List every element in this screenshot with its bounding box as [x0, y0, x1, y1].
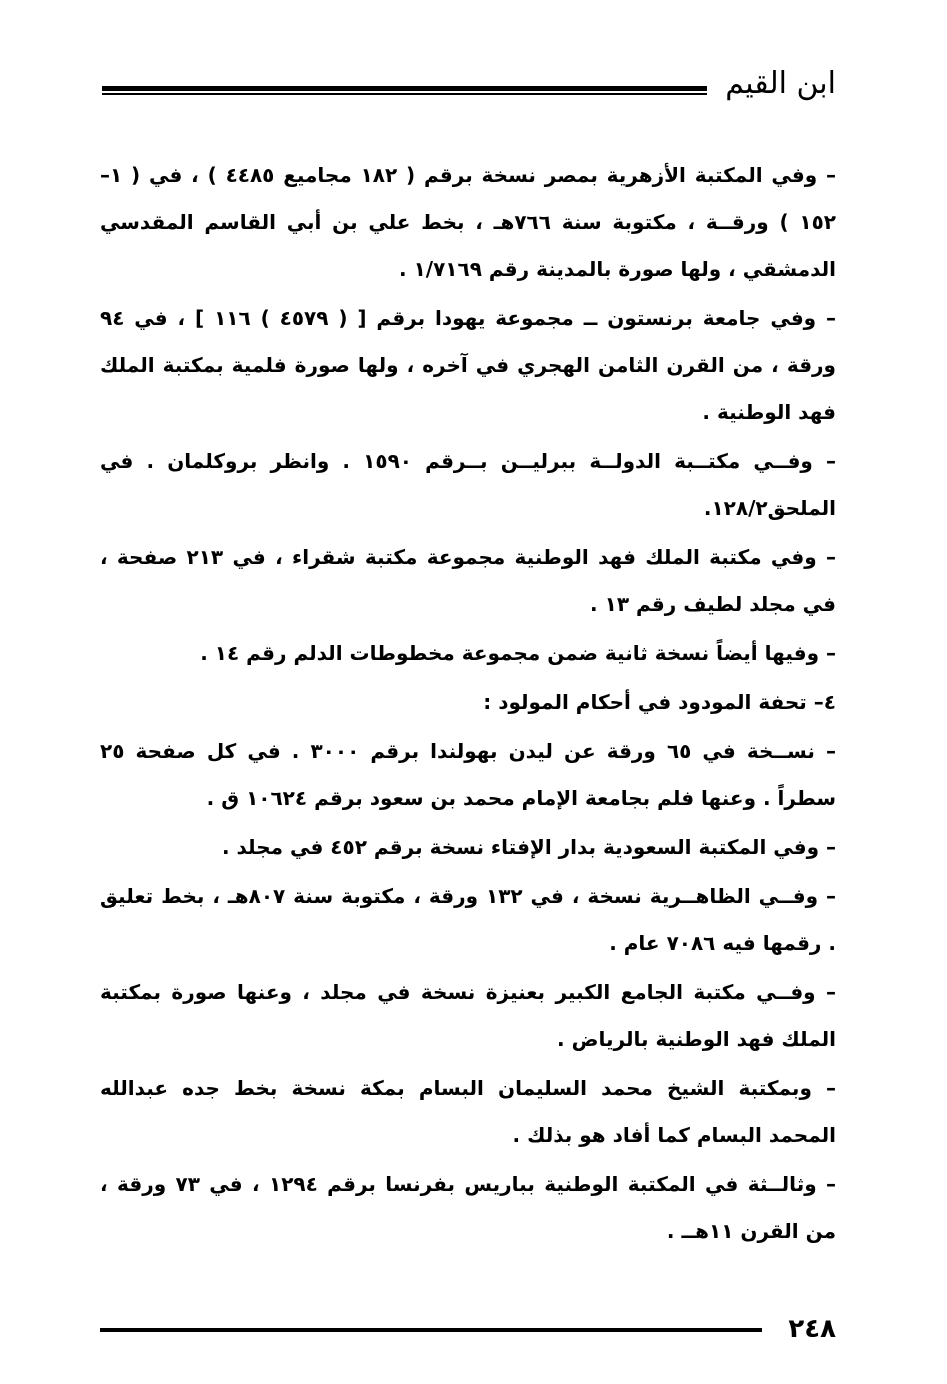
paragraph-king-fahd-shaqra: – وفي مكتبة الملك فهد الوطنية مجموعة مكتبة شقراء ، في ٢١٣ صفحة ، في مجلد لطيف رقم ١٣ .	[100, 545, 836, 616]
paragraph-dar-al-ifta: – وفي المكتبة السعودية بدار الإفتاء نسخة برقم ٤٥٢ في مجلد .	[221, 835, 836, 859]
page-number: ٢٤٨	[788, 1314, 836, 1344]
paragraph-bassam: – وبمكتبة الشيخ محمد السليمان البسام بمكة نسخة بخط جده عبدالله المحمد البسام كما أفاد هو بذلك .	[100, 1076, 836, 1147]
paragraph-leiden: – نســخة في ٦٥ ورقة عن ليدن بهولندا برقم ٣٠٠٠ . في كل صفحة ٢٥ سطراً . وعنها فلم بجامعة الإمام محمد بن سعود برقم ١٠٦٢٤ ق .	[100, 739, 836, 810]
page-body	[100, 152, 836, 1257]
paragraph-zahiriyya: – وفــي الظاهــرية نسخة ، في ١٣٢ ورقة ، مكتوبة سنة ٨٠٧هـ ، بخط تعليق . رقمها فيه ٧٠٨٦ عام .	[100, 884, 836, 955]
paragraph-princeton: – وفي جامعة برنستون ــ مجموعة يهودا برقم [ ( ٤٥٧٩ ) ١١٦ ] ، في ٩٤ ورقة ، من القرن الثامن الهجري في آخره ، ولها صورة فلمية بمكتبة الملك فهد الوطنية .	[100, 306, 836, 424]
paragraph-berlin: – وفــي مكتــبة الدولــة ببرليــن بــرقم ١٥٩٠ . وانظر بروكلمان . في الملحق١٢٨/٢.	[100, 449, 836, 520]
paragraph-paris: – وثالــثة في المكتبة الوطنية بباريس بفرنسا برقم ١٢٩٤ ، في ٧٣ ورقة ، من القرن ١١هــ .	[100, 1172, 836, 1243]
running-title: ابن القيم	[725, 66, 836, 101]
page-header	[100, 64, 836, 114]
paragraph-azhar: – وفي المكتبة الأزهرية بمصر نسخة برقم ( ١٨٢ مجاميع ٤٤٨٥ ) ، في ( ١–١٥٢ ) ورقــة ، مكتوبة سنة ٧٦٦هـ ، بخط علي بن أبي القاسم المقدسي الدمشقي ، ولها صورة بالمدينة رقم ١/٧١٦٩ .	[100, 163, 836, 281]
paragraph-dalam: – وفيها أيضاً نسخة ثانية ضمن مجموعة مخطوطات الدلم رقم ١٤ .	[200, 641, 836, 665]
page-footer	[100, 1316, 836, 1346]
paragraph-unayzah: – وفــي مكتبة الجامع الكبير بعنيزة نسخة في مجلد ، وعنها صورة بمكتبة الملك فهد الوطنية بالرياض .	[100, 980, 836, 1051]
section-heading: ٤– تحفة المودود في أحكام المولود :	[483, 690, 836, 714]
header-rule	[102, 86, 707, 95]
footer-rule	[100, 1328, 762, 1332]
